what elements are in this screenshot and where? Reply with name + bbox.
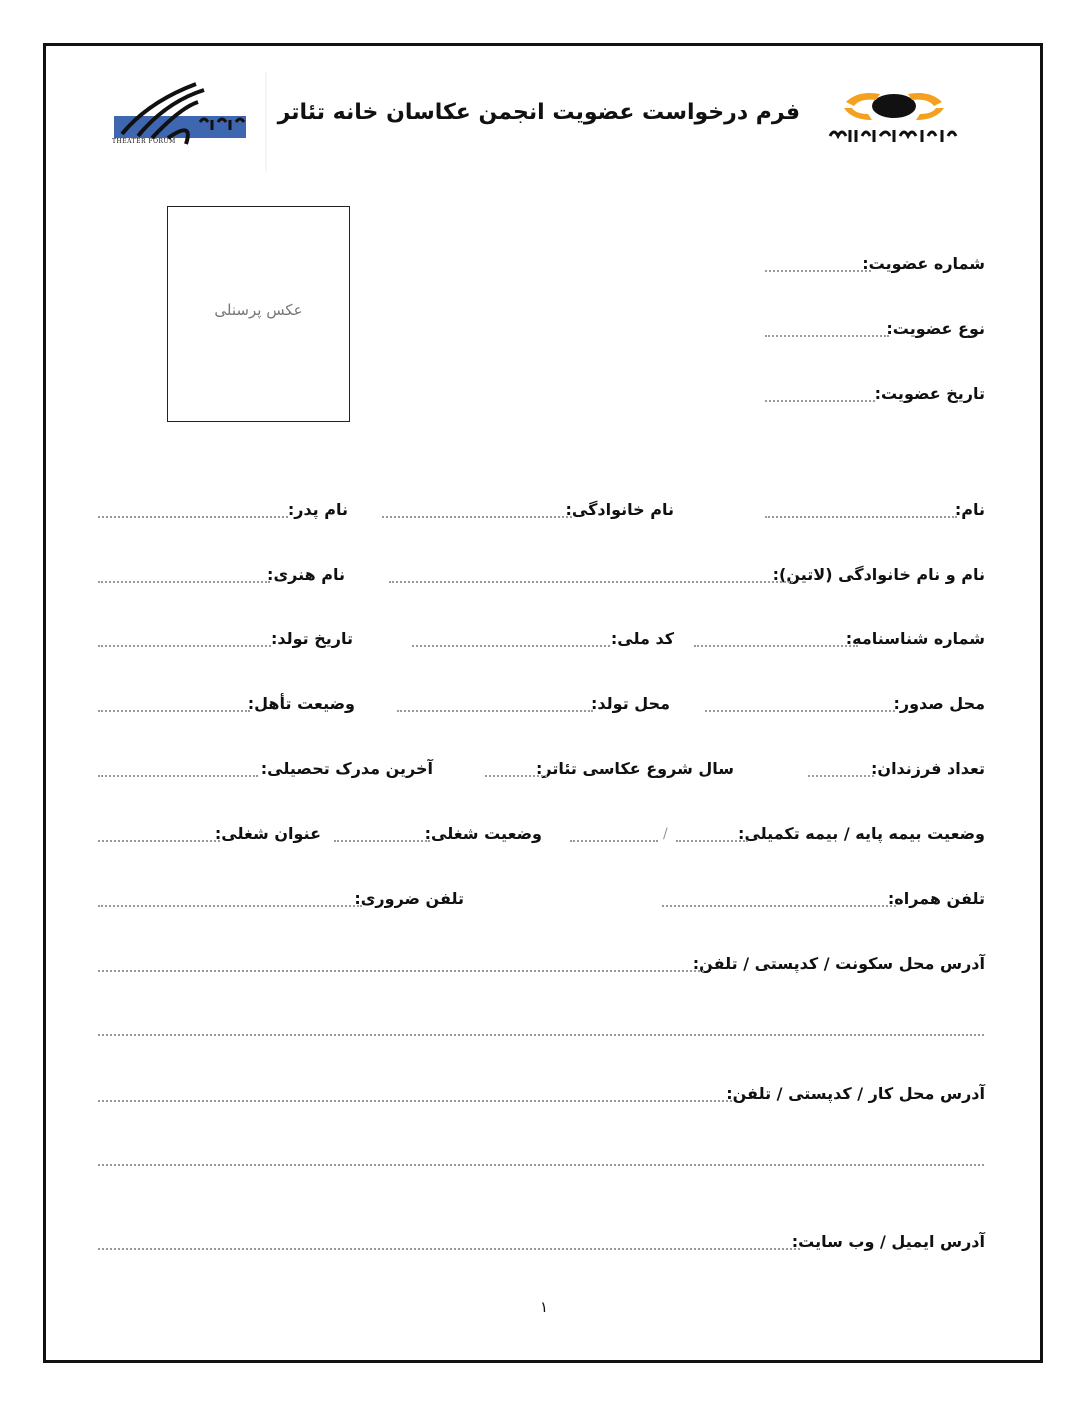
theater-forum-logo [108,72,268,172]
page-number: ۱ [539,1298,549,1316]
last-name-label: نام خانوادگی: [565,500,674,519]
theater-forum-icon [108,72,268,172]
insurance-separator: / [663,826,668,842]
father-name-field[interactable] [98,516,288,518]
first-name-label: نام: [954,500,985,519]
supplementary-insurance-field[interactable] [570,840,658,842]
emergency-phone-label: تلفن ضروری: [354,889,464,908]
membership-type-label: نوع عضویت: [886,319,985,338]
home-address-field[interactable] [98,970,704,972]
artistic-name-field[interactable] [98,581,270,583]
email-website-label: آدرس ایمیل / وب سایت: [791,1232,985,1251]
employment-status-label: وضعیت شغلی: [424,824,542,843]
id-number-field[interactable] [694,645,858,647]
children-count-label: تعداد فرزندان: [871,759,985,778]
camera-ring-icon [822,86,970,154]
birth-place-field[interactable] [397,710,593,712]
job-title-field[interactable] [98,840,220,842]
last-name-field[interactable] [382,516,572,518]
membership-type-field[interactable] [765,335,889,337]
emergency-phone-field[interactable] [98,905,362,907]
mobile-phone-field[interactable] [662,905,896,907]
latin-name-label: نام و نام خانوادگی (لاتین): [772,565,985,584]
photographers-association-logo [822,86,970,154]
marital-status-label: وضیعت تأهل: [247,694,355,713]
membership-number-field[interactable] [765,270,871,272]
id-number-label: شماره شناسنامه: [845,629,985,648]
job-title-label: عنوان شغلی: [214,824,321,843]
photography-start-year-field[interactable] [485,775,547,777]
children-count-field[interactable] [808,775,874,777]
membership-number-label: شماره عضویت: [862,254,985,273]
work-address-field-line2[interactable] [98,1164,984,1166]
logo-subtext: THEATER FORUM [112,138,176,145]
employment-status-field[interactable] [334,840,430,842]
birth-place-label: محل تولد: [591,694,670,713]
father-name-label: نام پدر: [287,500,348,519]
work-address-label: آدرس محل کار / کدپستی / تلفن: [726,1084,985,1103]
insurance-status-label: وضعیت بیمه پایه / بیمه تکمیلی: [738,824,985,843]
membership-date-label: تاریخ عضویت: [874,384,985,403]
issue-place-label: محل صدور: [893,694,985,713]
home-address-label: آدرس محل سکونت / کدپستی / تلفن: [692,954,985,973]
work-address-field[interactable] [98,1100,732,1102]
home-address-field-line2[interactable] [98,1034,984,1036]
membership-date-field[interactable] [765,400,875,402]
last-degree-label: آخرین مدرک تحصیلی: [260,759,433,778]
email-website-field[interactable] [98,1248,800,1250]
last-degree-field[interactable] [98,775,258,777]
basic-insurance-field[interactable] [676,840,748,842]
national-code-field[interactable] [412,645,610,647]
photo-label: عکس پرسنلی [214,301,303,319]
latin-name-field[interactable] [389,581,793,583]
artistic-name-label: نام هنری: [267,565,345,584]
birth-date-label: تاریخ تولد: [270,629,353,648]
marital-status-field[interactable] [98,710,250,712]
mobile-phone-label: تلفن همراه: [887,889,985,908]
first-name-field[interactable] [765,516,957,518]
personal-photo-box[interactable] [167,206,350,422]
issue-place-field[interactable] [705,710,895,712]
form-title: فرم درخواست عضویت انجمن عکاسان خانه تئاتر [277,100,800,125]
national-code-label: کد ملی: [610,629,674,648]
photography-start-year-label: سال شروع عکاسی تئاتر: [536,759,734,778]
birth-date-field[interactable] [98,645,271,647]
